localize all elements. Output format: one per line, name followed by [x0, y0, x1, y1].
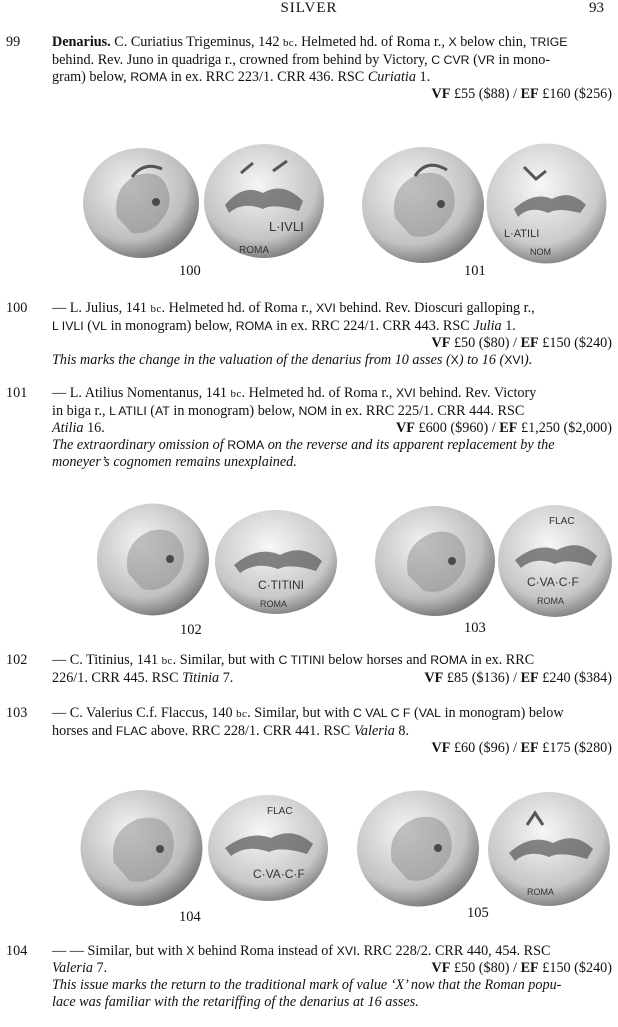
grade-ef: EF [520, 960, 539, 976]
grade-vf: VF [424, 670, 444, 686]
entry-text-line [52, 34, 612, 52]
grade-ef: EF [520, 86, 539, 102]
legend-mark: L ATILI [109, 404, 147, 418]
text: behind. Rev. Juno in quadriga r., crowned from behind by Victory, [52, 52, 432, 68]
coin-legend: FLAC [549, 516, 575, 527]
plate-number-105: 105 [467, 905, 489, 921]
price-line [52, 740, 612, 757]
price-line [52, 335, 612, 352]
coin-image-101-reverse [486, 143, 607, 264]
legend-mark: VAL [418, 706, 442, 720]
coin-image-104-obverse [80, 789, 203, 907]
price-line [52, 86, 612, 103]
catalog-entry-100 [6, 300, 612, 369]
price-value: £50 ($80) / [450, 960, 521, 976]
entry-text-line [52, 960, 612, 977]
entry-text-line [52, 705, 612, 723]
price-line [396, 420, 612, 437]
text: — — Similar, but with [52, 943, 187, 959]
entry-note: lace was familiar with the retariffing of the denarius at 16 asses. [52, 994, 419, 1010]
ref-group [52, 960, 107, 977]
legend-mark: XVI [504, 353, 525, 367]
price-line [424, 670, 612, 687]
legend-mark: NOM [298, 404, 328, 418]
coin-image-101-obverse [361, 146, 485, 265]
entry-text-line [52, 318, 612, 335]
coin-legend: C·VA·C·F [253, 867, 305, 881]
text: in monogram) below, [107, 318, 236, 334]
entry-note: moneyer’s cognomen remains unexplained. [52, 454, 297, 470]
text: . Helmeted hd. of Roma r., [293, 34, 449, 50]
price-value: £55 ($88) / [450, 86, 521, 102]
coin-image-104-reverse [207, 794, 329, 902]
catalog-entry-102 [6, 652, 612, 687]
legend-mark: TRIGE [529, 35, 568, 49]
legend-mark: C TITINI [278, 653, 325, 667]
entry-text-line [52, 52, 612, 69]
grade-vf: VF [431, 960, 451, 976]
legend-mark: X [186, 944, 195, 958]
text: 7. [92, 960, 108, 976]
plate-number-100: 100 [179, 263, 201, 279]
legend-mark: C VAL C F [353, 706, 411, 720]
text: ( [83, 318, 92, 334]
legend-mark: XVI [315, 301, 336, 315]
plate-number-101: 101 [464, 263, 486, 279]
coin-legend: L·IVLI [269, 219, 304, 234]
plate-number-102: 102 [180, 622, 202, 638]
text: ). [524, 352, 533, 368]
coin-image-105-obverse [356, 790, 480, 907]
entry-number: 104 [6, 943, 28, 959]
text: The extraordinary omission of [52, 437, 228, 453]
text: — L. Julius, 141 [52, 300, 151, 316]
text: in ex. RRC 224/1. CRR 443. RSC [272, 318, 474, 334]
era-marker: bc [282, 37, 294, 49]
rsc-reference: Julia [473, 318, 502, 334]
text: 226/1. CRR 445. RSC [52, 670, 183, 686]
era-marker: bc [150, 303, 162, 315]
legend-mark: AT [155, 404, 170, 418]
coin-image-105-reverse [487, 791, 611, 907]
text: horses and [52, 723, 116, 739]
entry-text-line [52, 385, 612, 403]
legend-mark: ROMA [430, 653, 468, 667]
era-marker: bc [161, 655, 173, 667]
legend-mark: VL [91, 319, 108, 333]
price-value: £600 ($960) / [414, 420, 500, 436]
running-header: SILVER [280, 0, 338, 16]
text: in monogram) below, [169, 403, 299, 419]
grade-vf: VF [431, 740, 451, 756]
legend-mark: VR [477, 53, 495, 67]
denomination: Denarius. [52, 34, 111, 50]
text: — L. Atilius Nomentanus, 141 [52, 385, 231, 401]
text: on the reverse and its apparent replacement by the [264, 437, 555, 453]
coin-exergue: NOM [530, 247, 551, 257]
entry-number: 103 [6, 705, 28, 721]
text: — C. Valerius C.f. Flaccus, 140 [52, 705, 237, 721]
text: ( [410, 705, 419, 721]
price-line [431, 960, 612, 977]
text: — C. Titinius, 141 [52, 652, 162, 668]
coin-image-102-obverse [96, 503, 210, 616]
catalog-entry-99 [6, 34, 612, 103]
coin-image-102-reverse [214, 509, 338, 615]
grade-ef: EF [499, 420, 518, 436]
text: 1. [415, 69, 431, 85]
text: behind Roma instead of [194, 943, 337, 959]
entry-note [52, 352, 612, 369]
rsc-reference: Valeria [52, 960, 93, 976]
text: 16. [83, 420, 105, 436]
rsc-reference: Curiatia [367, 69, 416, 85]
coin-legend: FLAC [267, 806, 293, 817]
era-marker: bc [236, 708, 248, 720]
grade-ef: EF [520, 740, 539, 756]
grade-vf: VF [396, 420, 415, 436]
text: in mono- [494, 52, 551, 68]
plate-number-104: 104 [179, 909, 201, 925]
price-value: £60 ($96) / [450, 740, 521, 756]
text: below horses and [324, 652, 431, 668]
legend-mark: ROMA [227, 438, 265, 452]
coin-exergue: ROMA [527, 887, 554, 897]
legend-mark: ROMA [130, 70, 168, 84]
coin-legend: L·ATILI [504, 228, 540, 240]
text: gram) below, [52, 69, 131, 85]
text: above. RRC 228/1. CRR 441. RSC [147, 723, 354, 739]
text: . Helmeted hd. of Roma r., [241, 385, 396, 401]
price-value: £50 ($80) / [450, 335, 521, 351]
legend-mark: XVI [336, 944, 357, 958]
grade-vf: VF [431, 335, 451, 351]
grade-vf: VF [431, 86, 451, 102]
entry-number: 101 [6, 385, 28, 401]
text: This marks the change in the valuation of the denarius from 10 asses ( [52, 352, 451, 368]
entry-number: 100 [6, 300, 28, 316]
entry-text-line [52, 300, 612, 318]
legend-mark: X [450, 353, 459, 367]
rsc-reference: Atilia [52, 420, 84, 436]
ref-group [52, 670, 233, 687]
text: in ex. RRC 225/1. CRR 444. RSC [327, 403, 525, 419]
legend-mark: XVI [395, 386, 416, 400]
legend-mark: X [448, 35, 457, 49]
legend-mark: FLAC [115, 724, 148, 738]
catalog-entry-101 [6, 385, 612, 471]
entry-text-line [52, 652, 612, 670]
ref-group [52, 420, 105, 437]
price-value: £150 ($240) [538, 960, 612, 976]
coin-image-103-obverse [374, 505, 496, 617]
page-number: 93 [589, 0, 604, 16]
entry-note: This issue marks the return to the traditional mark of value ‘X’ now that the Roman popu- [52, 977, 562, 993]
text: 8. [394, 723, 409, 739]
rsc-reference: Titinia [182, 670, 220, 686]
price-value: £150 ($240) [538, 335, 612, 351]
legend-mark: L IVLI [52, 319, 84, 333]
text: 1. [501, 318, 516, 334]
entry-text-line [52, 670, 612, 687]
entry-number: 102 [6, 652, 28, 668]
text: . Helmeted hd. of Roma r., [161, 300, 316, 316]
catalog-entry-104 [6, 943, 612, 1011]
text: in biga r., [52, 403, 110, 419]
coin-image-100-obverse [82, 147, 200, 259]
entry-text-line [52, 723, 612, 740]
legend-mark: ROMA [235, 319, 273, 333]
text: in ex. RRC 223/1. CRR 436. RSC [167, 69, 368, 85]
text: behind. Rev. Dioscuri galloping r., [335, 300, 535, 316]
price-value: £240 ($384) [538, 670, 612, 686]
price-value: £1,250 ($2,000) [517, 420, 612, 436]
plate-number-103: 103 [464, 620, 486, 636]
text: below chin, [456, 34, 530, 50]
text: behind. Rev. Victory [415, 385, 537, 401]
coin-legend: C·TITINI [258, 578, 304, 592]
text: C. Curiatius Trigeminus, 142 [110, 34, 283, 50]
grade-ef: EF [520, 335, 539, 351]
coin-image-100-reverse [203, 143, 325, 259]
grade-ef: EF [520, 670, 539, 686]
rsc-reference: Valeria [353, 723, 395, 739]
entry-text-line [52, 420, 612, 437]
entry-text-line [52, 943, 612, 960]
text: . Similar, but with [172, 652, 279, 668]
coin-exergue: ROMA [239, 245, 269, 256]
legend-mark: C CVR [431, 53, 470, 67]
text: ( [146, 403, 156, 419]
coin-legend: C·VA·C·F [527, 575, 579, 589]
text: in ex. RRC [467, 652, 535, 668]
coin-image-103-reverse [497, 504, 613, 618]
text: . RRC 228/2. CRR 440, 454. RSC [356, 943, 551, 959]
text: ) to 16 ( [458, 352, 505, 368]
entry-note [52, 437, 612, 454]
price-value: £85 ($136) / [443, 670, 521, 686]
text: 7. [219, 670, 234, 686]
era-marker: bc [230, 388, 242, 400]
coin-exergue: ROMA [260, 599, 287, 609]
text: ( [469, 52, 478, 68]
catalog-entry-103 [6, 705, 612, 757]
text: . Similar, but with [247, 705, 353, 721]
coin-exergue: ROMA [537, 596, 564, 606]
price-value: £175 ($280) [538, 740, 612, 756]
entry-text-line [52, 403, 612, 420]
entry-text-line [52, 69, 612, 86]
text: in monogram) below [441, 705, 564, 721]
price-value: £160 ($256) [538, 86, 612, 102]
entry-number: 99 [6, 34, 21, 50]
